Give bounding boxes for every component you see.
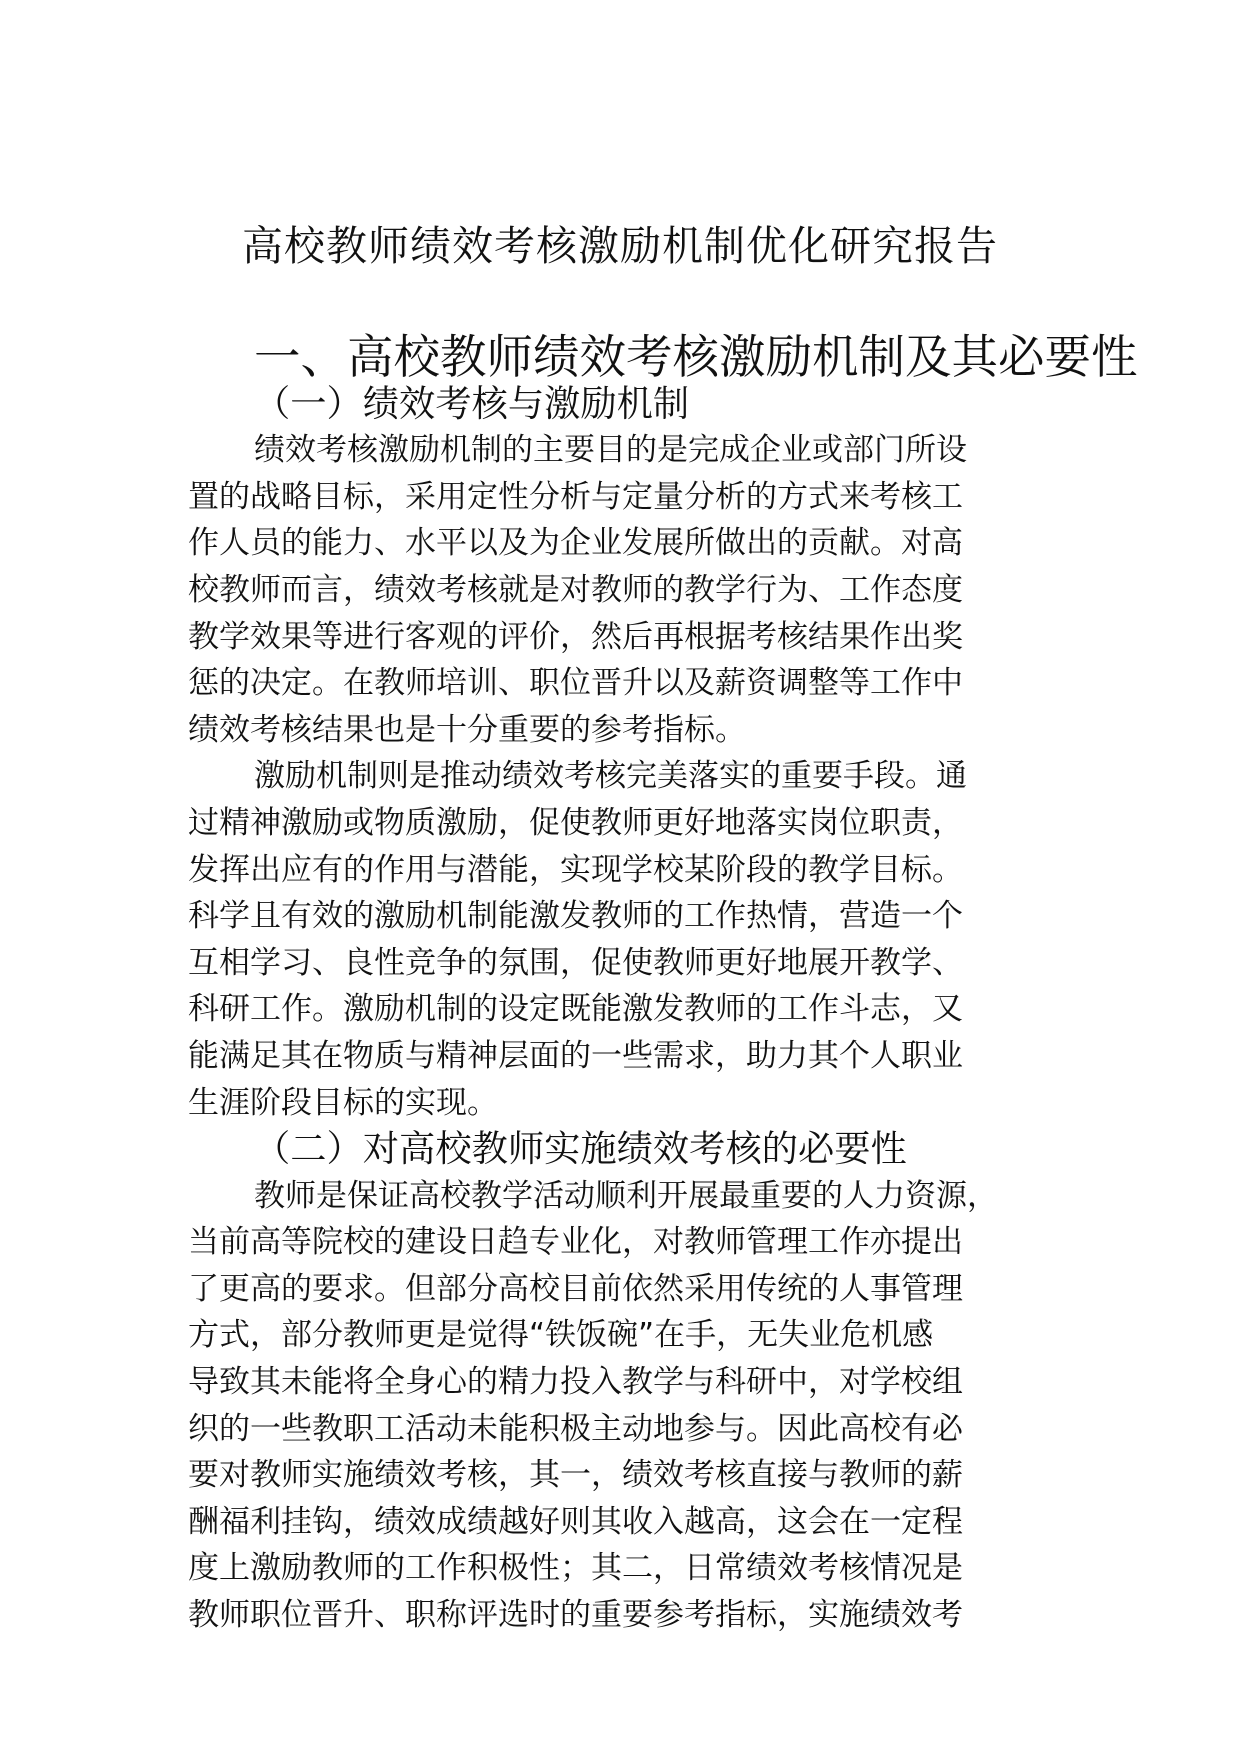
paragraph (188, 1173, 1080, 1639)
text-line: 织的一些教职工活动未能积极主动地参与。因此高校有必 (188, 1410, 963, 1447)
text-line: 置的战略目标，采用定性分析与定量分析的方式来考核工 (188, 478, 963, 515)
text-line: 发挥出应有的作用与潜能，实现学校某阶段的教学目标。 (188, 851, 963, 888)
paragraph (188, 427, 1080, 753)
text-line: 惩的决定。在教师培训、职位晋升以及薪资调整等工作中 (188, 665, 963, 702)
text-line: 酬福利挂钩，绩效成绩越好则其收入越高，这会在一定程 (188, 1503, 963, 1540)
text-line: 互相学习、良性竞争的氛围，促使教师更好地展开教学、 (188, 944, 963, 981)
text-line: 绩效考核结果也是十分重要的参考指标。 (188, 711, 746, 748)
subsection-heading: （二）对高校教师实施绩效考核的必要性 (254, 1127, 907, 1171)
section-heading: 一、高校教师绩效考核激励机制及其必要性 (254, 330, 1138, 384)
text-line: 激励机制则是推动绩效考核完美落实的重要手段。通 (254, 758, 967, 795)
text-line: 生涯阶段目标的实现。 (188, 1084, 498, 1121)
text-line: 教学效果等进行客观的评价，然后再根据考核结果作出奖 (188, 618, 963, 655)
text-line: 教师职位晋升、职称评选时的重要参考指标，实施绩效考 (188, 1597, 963, 1634)
text-line: 校教师而言，绩效考核就是对教师的教学行为、工作态度 (188, 571, 963, 608)
document-body (188, 330, 1138, 1639)
text-line: 过精神激励或物质激励，促使教师更好地落实岗位职责， (188, 804, 963, 841)
text-line: 绩效考核激励机制的主要目的是完成企业或部门所设 (254, 432, 967, 469)
text-line: 方式，部分教师更是觉得“铁饭碗”在手，无失业危机感 (188, 1317, 934, 1354)
text-line: 要对教师实施绩效考核，其一，绩效考核直接与教师的薪 (188, 1457, 963, 1494)
subsection-heading: （一）绩效考核与激励机制 (254, 381, 690, 425)
text-line: 作人员的能力、水平以及为企业发展所做出的贡献。对高 (188, 525, 963, 562)
text-line: 了更高的要求。但部分高校目前依然采用传统的人事管理 (188, 1270, 963, 1307)
text-line: 当前高等院校的建设日趋专业化，对教师管理工作亦提出 (188, 1224, 963, 1261)
text-line: 能满足其在物质与精神层面的一些需求，助力其个人职业 (188, 1037, 963, 1074)
document-title: 高校教师绩效考核激励机制优化研究报告 (242, 222, 998, 270)
text-line: 度上激励教师的工作积极性；其二，日常绩效考核情况是 (188, 1550, 963, 1587)
text-line: 科研工作。激励机制的设定既能激发教师的工作斗志，又 (188, 991, 963, 1028)
text-line: 科学且有效的激励机制能激发教师的工作热情，营造一个 (188, 898, 963, 935)
text-line: 导致其未能将全身心的精力投入教学与科研中，对学校组 (188, 1364, 963, 1401)
text-line: 教师是保证高校教学活动顺利开展最重要的人力资源， (254, 1177, 998, 1214)
paragraph (188, 753, 1080, 1126)
